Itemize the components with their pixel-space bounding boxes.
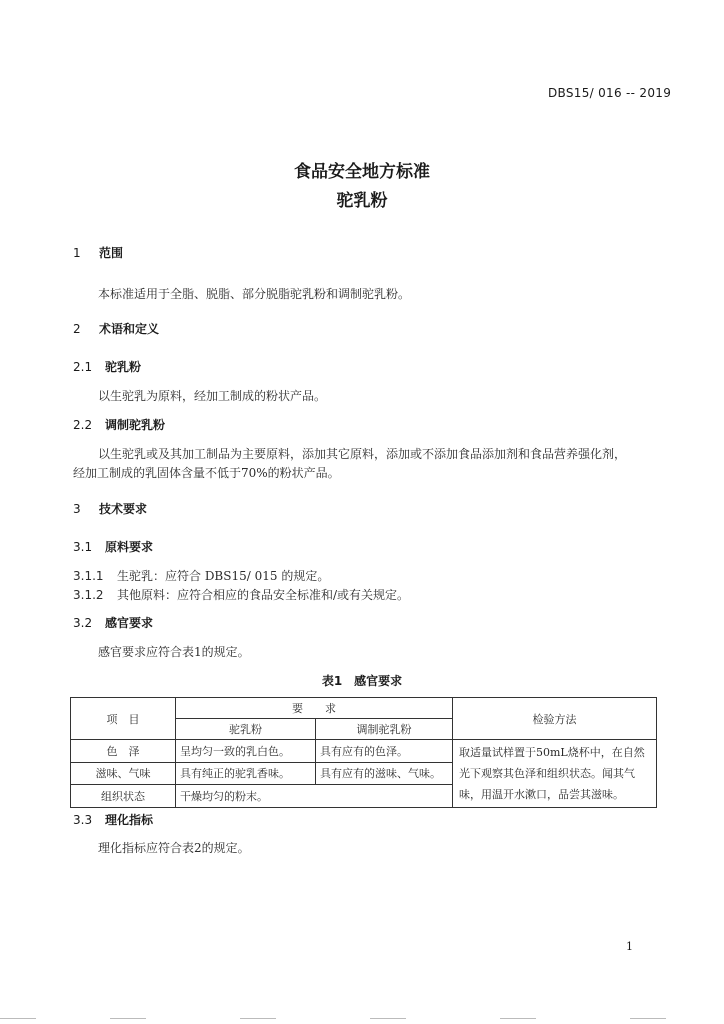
item-text: 生驼乳：应符合 DBS15/ 015 的规定。 xyxy=(117,569,330,583)
table-row xyxy=(71,740,657,763)
section-title: 术语和定义 xyxy=(99,322,160,336)
section-title: 原料要求 xyxy=(105,540,154,554)
header-modified-camel-milk-powder: 调制驼乳粉 xyxy=(316,719,453,740)
section-number: 2.1 xyxy=(73,360,93,374)
row-item: 色 泽 xyxy=(71,740,176,763)
standard-subtitle: 驼乳粉 xyxy=(336,191,388,211)
item-number: 3.1.1 xyxy=(73,569,104,583)
section-number: 1 xyxy=(73,246,81,260)
item-text: 其他原料：应符合相应的食品安全标准和/或有关规定。 xyxy=(117,588,410,602)
test-method-text: 取适量试样置于50mL烧杯中，在自然光下观察其色泽和组织状态。闻其气味，用温开水漱口，品尝其滋味。 xyxy=(453,740,657,808)
section-2-heading xyxy=(73,320,159,337)
section-2-2-heading xyxy=(73,416,165,433)
header-requirements: 要 求 xyxy=(176,698,453,719)
section-3-3-text: 理化指标应符合表2的规定。 xyxy=(98,841,250,855)
section-2-2-text-line1: 以生驼乳或及其加工制品为主要原料，添加其它原料，添加或不添加食品添加剂和食品营养强化剂， xyxy=(98,447,627,461)
section-2-1-text: 以生驼乳为原料，经加工制成的粉状产品。 xyxy=(98,389,327,403)
section-number: 2.2 xyxy=(73,418,93,432)
section-title: 范围 xyxy=(99,246,124,260)
section-title: 驼乳粉 xyxy=(105,360,142,374)
section-3-2-heading xyxy=(73,614,153,631)
item-number: 3.1.2 xyxy=(73,588,104,602)
header-camel-milk-powder: 驼乳粉 xyxy=(176,719,316,740)
scan-artifact xyxy=(500,1018,536,1019)
section-3-2-text: 感官要求应符合表1的规定。 xyxy=(98,645,250,659)
section-3-1-2 xyxy=(73,586,409,603)
standard-title: 食品安全地方标准 xyxy=(294,162,430,182)
header-test-method: 检验方法 xyxy=(453,698,657,740)
section-number: 2 xyxy=(73,322,81,336)
section-title: 理化指标 xyxy=(105,813,154,827)
row-value-a: 呈均匀一致的乳白色。 xyxy=(176,740,316,763)
section-number: 3 xyxy=(73,502,81,516)
page-number: 1 xyxy=(626,940,633,953)
section-1-heading xyxy=(73,244,123,261)
row-item: 组织状态 xyxy=(71,785,176,808)
scan-artifact xyxy=(110,1018,146,1019)
scan-artifact xyxy=(630,1018,666,1019)
scan-artifact xyxy=(0,1018,36,1019)
scan-artifact xyxy=(240,1018,276,1019)
row-value-a: 具有纯正的驼乳香味。 xyxy=(176,762,316,785)
row-item: 滋味、气味 xyxy=(71,762,176,785)
row-value-b: 具有应有的滋味、气味。 xyxy=(316,762,453,785)
row-value-b: 具有应有的色泽。 xyxy=(316,740,453,763)
section-title: 调制驼乳粉 xyxy=(105,418,166,432)
section-title: 感官要求 xyxy=(105,616,154,630)
header-item: 项 目 xyxy=(71,698,176,740)
table-1-caption: 表1 感官要求 xyxy=(321,674,403,688)
sensory-requirements-table xyxy=(70,697,657,808)
section-3-heading xyxy=(73,500,147,517)
section-number: 3.2 xyxy=(73,616,93,630)
section-3-1-heading xyxy=(73,538,153,555)
section-number: 3.1 xyxy=(73,540,93,554)
section-2-1-heading xyxy=(73,358,141,375)
section-title: 技术要求 xyxy=(99,502,148,516)
row-value-merged: 干燥均匀的粉末。 xyxy=(176,785,453,808)
document-code: DBS15/ 016 -- 2019 xyxy=(548,86,672,100)
section-2-2-text-line2: 经加工制成的乳固体含量不低于70%的粉状产品。 xyxy=(73,466,340,480)
section-3-3-heading xyxy=(73,811,153,828)
section-1-text: 本标准适用于全脂、脱脂、部分脱脂驼乳粉和调制驼乳粉。 xyxy=(98,287,411,301)
section-3-1-1 xyxy=(73,567,329,584)
scan-artifact xyxy=(370,1018,406,1019)
section-number: 3.3 xyxy=(73,813,93,827)
table-header-row xyxy=(71,698,657,719)
